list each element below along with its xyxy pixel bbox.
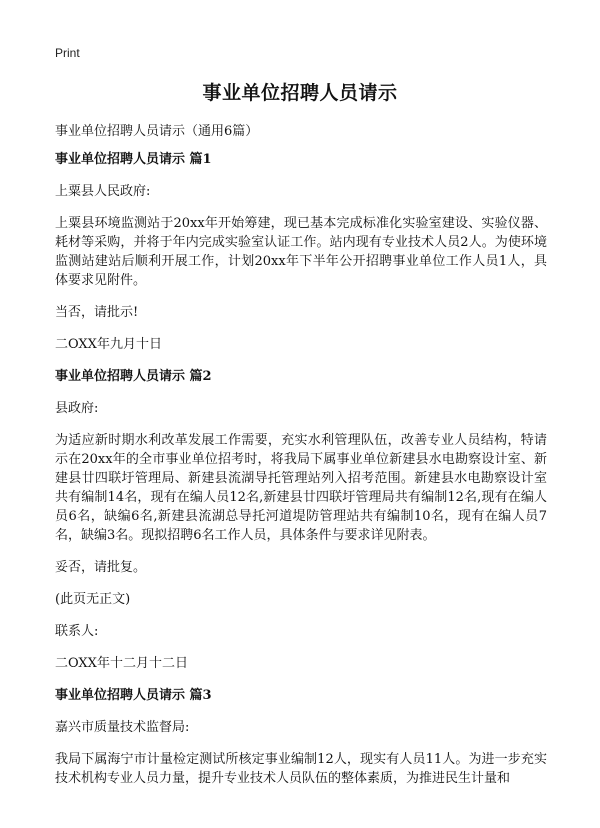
section-heading: 事业单位招聘人员请示 篇2 [55,369,212,384]
section-body: 为适应新时期水利改革发展工作需要，充实水利管理队伍，改善专业人员结构，特请示在20xx年的全市事业单位招考时，将我局下属事业单位新建县水电勘察设计室、新建县廿四联圩管理局、新建县流湖导托管理站列入招考范围。新建县水电勘察设计室共有编制14名，现有在编人员12名,新建县廿四联圩管理局共有编制12名,现有在编人员6名，缺编6名,新建县流湖总导托河道堤防管理站共有编制10名，现有在编人员7名，缺编3名。现拟招聘6名工作人员，具体条件与要求详见附表。 [55,433,547,543]
document-subtitle: 事业单位招聘人员请示（通用6篇） [55,124,259,139]
section-body: 上粟县环境监测站于20xx年开始筹建，现已基本完成标准化实验室建设、实验仪器、耗材等采购，并将于年内完成实验室认证工作。站内现有专业技术人员2人。为使环境监测站建站后顺利开展工作，计划20xx年下半年公开招聘事业单位工作人员1人，具体要求见附件。 [55,216,547,288]
section-closing: 妥否，请批复。 [55,560,147,575]
section-contact: 联系人: [55,624,99,639]
section-addressee: 嘉兴市质量技术监督局: [55,720,190,735]
section-heading: 事业单位招聘人员请示 篇1 [55,152,212,167]
section-closing: 当否，请批示! [55,305,139,320]
section-note: (此页无正文) [55,592,131,607]
section-body: 我局下属海宁市计量检定测试所核定事业编制12人，现实有人员11人。为进一步充实技术机构专业人员力量，提升专业技术人员队伍的整体素质，为推进民生计量和 [55,752,547,786]
document-title: 事业单位招聘人员请示 [202,82,398,104]
print-label: Print [55,46,80,60]
document-content [55,150,547,801]
section-addressee: 县政府: [55,401,99,416]
section-date: 二OXX年九月十日 [55,337,162,352]
section-heading: 事业单位招聘人员请示 篇3 [55,688,212,703]
section-addressee: 上粟县人民政府: [55,184,151,199]
section-date: 二OXX年十二月十二日 [55,656,188,671]
